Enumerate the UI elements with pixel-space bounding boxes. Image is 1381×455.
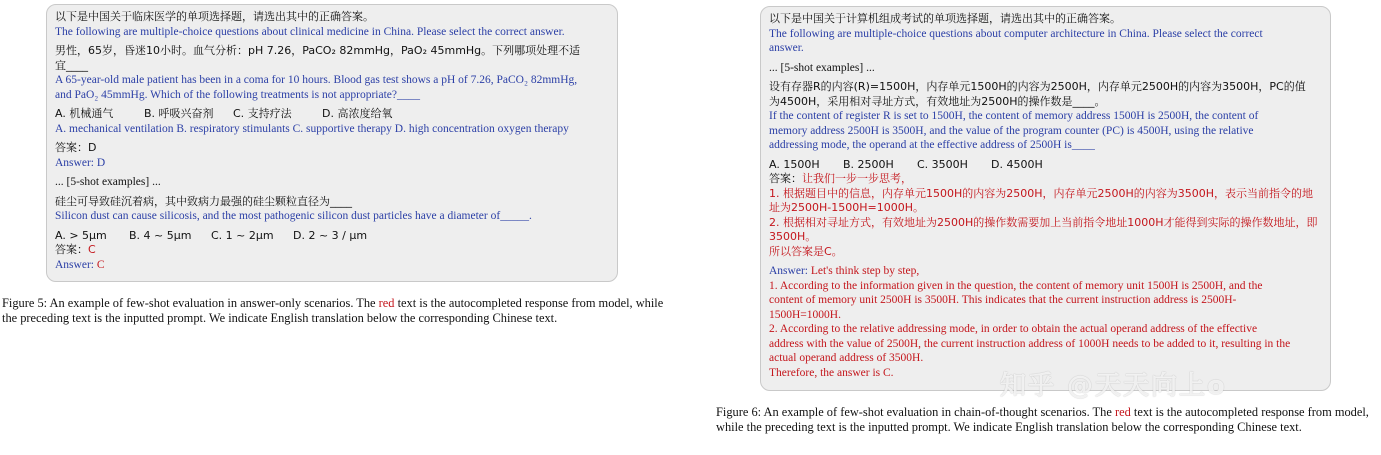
answer-value: D bbox=[96, 156, 106, 169]
fig6-option-a: A. 1500H bbox=[769, 157, 820, 171]
zhihu-watermark: 知乎 @天天向上o bbox=[1000, 371, 1227, 401]
answer-label-zh: 答案： bbox=[55, 243, 88, 256]
fig5-q2-option-d: D. 2 ~ 3 / μm bbox=[293, 228, 368, 242]
fig6-cot-zh-conclusion: 所以答案是C。 bbox=[769, 244, 843, 258]
answer-label-en: Answer: bbox=[769, 265, 808, 277]
fig6-intro-en-line2: answer. bbox=[769, 42, 804, 54]
fig6-cot-en-step1-line2: content of memory unit 2500H is 3500H. This indicates that the current instruction address is 2500H- bbox=[769, 294, 1237, 306]
fig5-q2-options bbox=[55, 229, 609, 244]
fig6-cot-en-step1-line1: 1. According to the information given in the question, the content of memory unit 1500H is 2500H, and the bbox=[769, 279, 1263, 292]
fig6-cot-zh-intro bbox=[769, 172, 1322, 187]
fig5-option-c: C. 支持疗法 bbox=[233, 107, 292, 120]
fig6-intro-en-line1: The following are multiple-choice questions about computer architecture in China. Please select the correct bbox=[769, 27, 1263, 40]
caption-text: text is the autocompleted response from model, while the preceding text is the inputted prompt. We indicate English translation below the corresponding Chinese text. bbox=[2, 296, 664, 325]
fig6-cot-zh-step2: 2. 根据相对寻址方式，有效地址为2500H的操作数需要加上当前指令地址1000H才能得到实际的操作数地址，即3500H。 bbox=[769, 215, 1318, 243]
fig6-cot-zh-step1: 1. 根据题目中的信息，内存单元1500H的内容为2500H，内存单元2500H的内容为3500H，表示当前指令的地址为2500H-1500H=1000H。 bbox=[769, 186, 1314, 214]
caption-red-word: red bbox=[378, 296, 395, 310]
fig5-option-b: B. 呼吸兴奋剂 bbox=[144, 107, 214, 120]
fig5-intro-zh: 以下是中国关于临床医学的单项选择题，请选出其中的正确答案。 bbox=[55, 10, 374, 23]
figure6-caption bbox=[716, 405, 1381, 435]
fig5-q2-option-c: C. 1 ~ 2μm bbox=[211, 228, 274, 242]
fig6-option-b: B. 2500H bbox=[843, 157, 894, 171]
caption-red-word: red bbox=[1114, 405, 1131, 419]
fig5-q2-option-b: B. 4 ~ 5μm bbox=[129, 228, 192, 242]
model-answer: C bbox=[88, 243, 96, 256]
fig5-intro-en: The following are multiple-choice questions about clinical medicine in China. Please select the correct answer. bbox=[55, 25, 565, 38]
fig6-cot-en-step1-line3: 1500H=1000H. bbox=[769, 308, 841, 321]
fig5-shot-marker: ... [5-shot examples] ... bbox=[55, 176, 161, 188]
fig5-option-d: D. 高浓度给氧 bbox=[322, 107, 393, 120]
answer-label-zh: 答案： bbox=[769, 172, 802, 185]
fig5-q2-option-a: A. > 5μm bbox=[55, 228, 107, 242]
fig5-answer1-en bbox=[55, 156, 609, 171]
model-cot-start: Let's think step by step, bbox=[810, 265, 920, 277]
fig6-cot-en-step2-line1: 2. According to the relative addressing mode, in order to obtain the actual operand address of the effective bbox=[769, 323, 1258, 335]
fig5-q2-en: Silicon dust can cause silicosis, and the most pathogenic silicon dust particles have a diameter of_____. bbox=[55, 210, 532, 222]
fig5-q1-en-line1: A 65-year-old male patient has been in a coma for 10 hours. Blood gas test shows a pH of 7.26, PaCO₂ 82mmHg, bbox=[55, 74, 578, 86]
fig6-option-d: D. 4500H bbox=[991, 157, 1043, 171]
model-cot-start: 让我们一步一步思考， bbox=[802, 172, 912, 185]
fig5-answer1-zh bbox=[55, 141, 609, 156]
fig6-q-en-line2: memory address 2500H is 3500H, and the value of the program counter (PC) is 4500H, using the relative bbox=[769, 124, 1254, 137]
fig6-cot-en-step2-line2: address with the value of 2500H, the current instruction address of 1000H needs to be added to it, resulting in the bbox=[769, 337, 1291, 350]
fig6-q-zh-line2: 为4500H，采用相对寻址方式，有效地址为2500H的操作数是____。 bbox=[769, 94, 1106, 108]
fig6-shot-marker: ... [5-shot examples] ... bbox=[769, 61, 875, 74]
fig5-answer2-zh bbox=[55, 243, 609, 258]
fig5-q1-options-en: A. mechanical ventilation B. respiratory stimulants C. supportive therapy D. high concentration oxygen therapy bbox=[55, 122, 569, 135]
fig5-q1-en-line2: and PaO₂ 45mmHg. Which of the following treatments is not appropriate?____ bbox=[55, 88, 421, 101]
fig6-cot-en-step2-line3: actual operand address of 3500H. bbox=[769, 352, 924, 364]
answer-label-en: Answer: bbox=[55, 258, 94, 271]
fig6-options bbox=[769, 158, 1322, 173]
answer-label-en: Answer: bbox=[55, 156, 94, 169]
fig5-q2-zh: 硅尘可导致硅沉着病，其中致病力最强的硅尘颗粒直径为____ bbox=[55, 194, 352, 208]
fig5-option-a: A. 机械通气 bbox=[55, 107, 114, 120]
fig5-answer2-en bbox=[55, 258, 609, 273]
figure5-caption bbox=[2, 296, 666, 326]
answer-label-zh: 答案： bbox=[55, 141, 88, 154]
fig5-q1-zh-line2: 宜____ bbox=[55, 58, 88, 72]
figure5-prompt-box bbox=[46, 4, 618, 282]
fig6-q-en-line1: If the content of register R is set to 1500H, the content of memory address 1500H is 2500H, the content of bbox=[769, 110, 1259, 122]
answer-value: D bbox=[88, 141, 97, 154]
fig6-cot-en-intro bbox=[769, 264, 1322, 279]
model-answer: C bbox=[96, 258, 105, 271]
caption-text: Figure 5: An example of few-shot evaluation in answer-only scenarios. The bbox=[2, 296, 376, 310]
caption-text: text is the autocompleted response from model, while the preceding text is the inputted prompt. We indicate English translation below the corresponding Chinese text. bbox=[716, 405, 1369, 434]
fig6-q-zh-line1: 设有存器R的内容(R)=1500H，内存单元1500H的内容为2500H，内存单元2500H的内容为3500H，PC的值 bbox=[769, 80, 1306, 93]
fig6-intro-zh: 以下是中国关于计算机组成考试的单项选择题，请选出其中的正确答案。 bbox=[769, 12, 1121, 25]
fig6-cot-en-conclusion: Therefore, the answer is C. bbox=[769, 366, 894, 379]
caption-text: Figure 6: An example of few-shot evaluation in chain-of-thought scenarios. The bbox=[716, 405, 1112, 419]
fig5-q1-zh-line1: 男性，65岁，昏迷10小时。血气分析：pH 7.26，PaCO₂ 82mmHg，PaO₂ 45mmHg。下列哪项处理不适 bbox=[55, 44, 581, 57]
figure6-prompt-box bbox=[760, 6, 1331, 391]
fig6-option-c: C. 3500H bbox=[917, 157, 968, 171]
fig6-q-en-line3: addressing mode, the operand at the effective address of 2500H is____ bbox=[769, 139, 1095, 151]
fig5-q1-options-zh bbox=[55, 107, 609, 122]
